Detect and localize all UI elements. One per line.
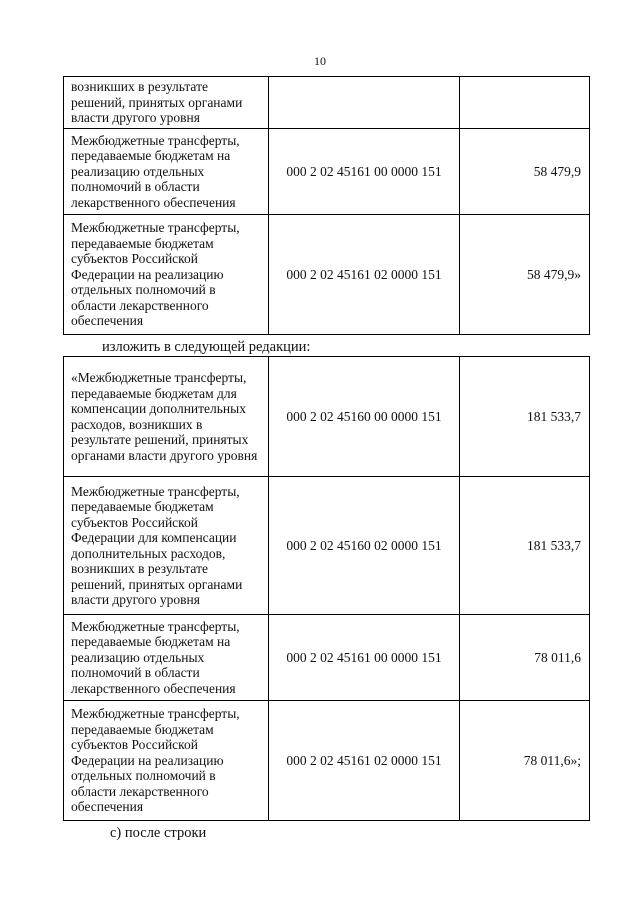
row-name: «Межбюджетные трансферты, передаваемые бюджетам для компенсации дополнительных расходов, возникших в результате решений, принятых органами власти другого уровня xyxy=(64,357,269,477)
row-code: 000 2 02 45161 00 0000 151 xyxy=(269,615,460,701)
budget-table-before xyxy=(63,76,590,335)
row-name: Межбюджетные трансферты, передаваемые бюджетам на реализацию отдельных полномочий в области лекарственного обеспечения xyxy=(64,615,269,701)
row-code: 000 2 02 45160 00 0000 151 xyxy=(269,357,460,477)
table-row xyxy=(64,357,590,477)
row-code: 000 2 02 45161 02 0000 151 xyxy=(269,701,460,821)
table-row xyxy=(64,477,590,615)
row-amount xyxy=(460,77,590,129)
row-code xyxy=(269,77,460,129)
row-amount: 78 011,6»; xyxy=(460,701,590,821)
table-row xyxy=(64,129,590,215)
row-amount: 78 011,6 xyxy=(460,615,590,701)
row-code: 000 2 02 45161 00 0000 151 xyxy=(269,129,460,215)
row-code: 000 2 02 45161 02 0000 151 xyxy=(269,215,460,335)
page-number: 10 xyxy=(314,54,326,68)
row-amount: 58 479,9» xyxy=(460,215,590,335)
row-amount: 181 533,7 xyxy=(460,477,590,615)
closing-text: с) после строки xyxy=(110,825,207,841)
row-name: возникших в результате решений, принятых органами власти другого уровня xyxy=(64,77,269,129)
row-name: Межбюджетные трансферты, передаваемые бюджетам субъектов Российской Федерации на реализацию отдельных полномочий в области лекарственного обеспечения xyxy=(64,215,269,335)
row-name: Межбюджетные трансферты, передаваемые бюджетам субъектов Российской Федерации на реализацию отдельных полномочий в области лекарственного обеспечения xyxy=(64,701,269,821)
row-name: Межбюджетные трансферты, передаваемые бюджетам на реализацию отдельных полномочий в области лекарственного обеспечения xyxy=(64,129,269,215)
table-row xyxy=(64,701,590,821)
table-row xyxy=(64,77,590,129)
row-amount: 181 533,7 xyxy=(460,357,590,477)
row-code: 000 2 02 45160 02 0000 151 xyxy=(269,477,460,615)
row-amount: 58 479,9 xyxy=(460,129,590,215)
row-name: Межбюджетные трансферты, передаваемые бюджетам субъектов Российской Федерации для компенсации дополнительных расходов, возникших в результате решений, принятых органами власти другого уровня xyxy=(64,477,269,615)
table-row xyxy=(64,615,590,701)
budget-table-after xyxy=(63,356,590,821)
instruction-text: изложить в следующей редакции: xyxy=(102,339,311,355)
table-row xyxy=(64,215,590,335)
